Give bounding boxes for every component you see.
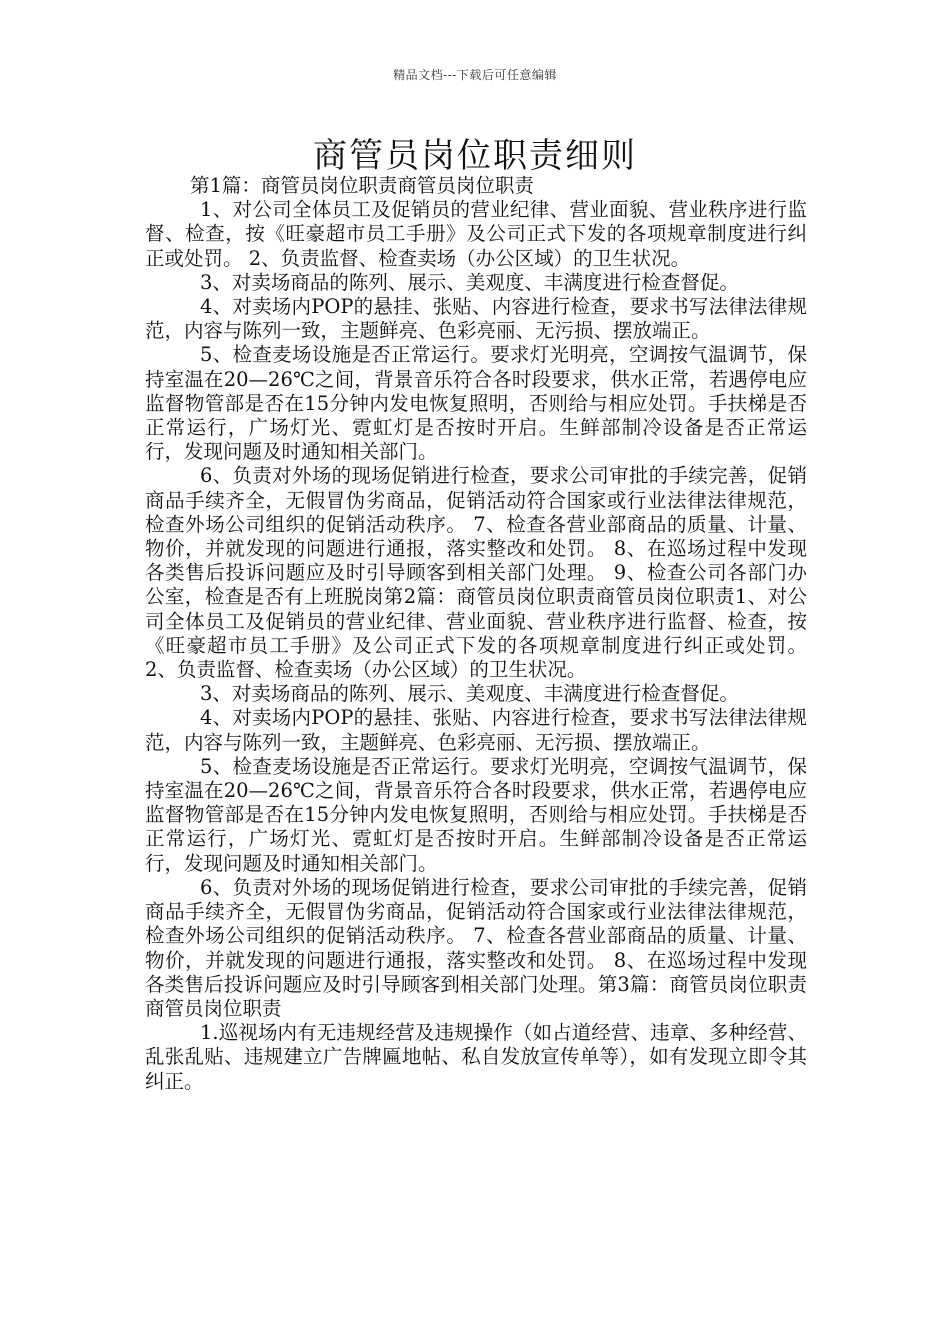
body-paragraph: 4、对卖场内POP的悬挂、张贴、内容进行检查，要求书写法律法律规范，内容与陈列一致，主题鲜亮、色彩亮丽、无污损、摆放端正。 (145, 295, 807, 343)
body-paragraph: 第1篇：商管员岗位职责商管员岗位职责 (190, 174, 534, 197)
header-note: 精品文档---下载后可任意编辑 (393, 68, 557, 82)
body-paragraph: 5、检查麦场设施是否正常运行。要求灯光明亮，空调按气温调节，保持室温在20—26℃之间，背景音乐符合各时段要求，供水正常，若遇停电应监督物管部是否在15分钟内发电恢复照明，否则给与相应处罚。手扶梯是否正常运行，广场灯光、霓虹灯是否按时开启。生鲜部制冷设备是否正常运行，发现问题及时通知相关部门。 (145, 343, 807, 464)
body-paragraph: 5、检查麦场设施是否正常运行。要求灯光明亮，空调按气温调节，保持室温在20—26℃之间，背景音乐符合各时段要求，供水正常，若遇停电应监督物管部是否在15分钟内发电恢复照明，否则给与相应处罚。手扶梯是否正常运行，广场灯光、霓虹灯是否按时开启。生鲜部制冷设备是否正常运行，发现问题及时通知相关部门。 (145, 754, 807, 875)
body-paragraph: 3、对卖场商品的陈列、展示、美观度、丰满度进行检查督促。 (200, 270, 739, 294)
body-paragraph: 6、负责对外场的现场促销进行检查，要求公司审批的手续完善，促销商品手续齐全，无假冒伪劣商品，促销活动符合国家或行业法律法律规范，检查外场公司组织的促销活动秩序。 7、检查各营业部商品的质量、计量、物价，并就发现的问题进行通报，落实整改和处罚。 8、在巡场过程中发现各类售后投诉问题应及时引导顾客到相关部门处理。第3篇：商管员岗位职责商管员岗位职责 (145, 875, 807, 1020)
body-paragraph: 4、对卖场内POP的悬挂、张贴、内容进行检查，要求书写法律法律规范，内容与陈列一致，主题鲜亮、色彩亮丽、无污损、摆放端正。 (145, 706, 807, 754)
document-title: 商管员岗位职责细则 (313, 136, 637, 176)
body-paragraph: 3、对卖场商品的陈列、展示、美观度、丰满度进行检查督促。 (200, 682, 739, 706)
document-body (145, 174, 807, 1094)
body-paragraph: 1、对公司全体员工及促销员的营业纪律、营业面貌、营业秩序进行监督、检查，按《旺豪超市员工手册》及公司正式下发的各项规章制度进行纠正或处罚。 2、负责监督、检查卖场（办公区域）的卫生状况。 (145, 198, 807, 270)
body-paragraph: 1.巡视场内有无违规经营及违规操作（如占道经营、违章、多种经营、乱张乱贴、违规建立广告牌匾地帖、私自发放宣传单等），如有发现立即令其纠正。 (145, 1021, 807, 1093)
body-paragraph: 6、负责对外场的现场促销进行检查，要求公司审批的手续完善，促销商品手续齐全，无假冒伪劣商品，促销活动符合国家或行业法律法律规范，检查外场公司组织的促销活动秩序。 7、检查各营业部商品的质量、计量、物价，并就发现的问题进行通报，落实整改和处罚。 8、在巡场过程中发现各类售后投诉问题应及时引导顾客到相关部门处理。 9、检查公司各部门办公室，检查是否有上班脱岗第2篇：商管员岗位职责商管员岗位职责1、对公司全体员工及促销员的营业纪律、营业面貌、营业秩序进行监督、检查，按《旺豪超市员工手册》及公司正式下发的各项规章制度进行纠正或处罚。 2、负责监督、检查卖场（办公区域）的卫生状况。 (145, 464, 807, 682)
